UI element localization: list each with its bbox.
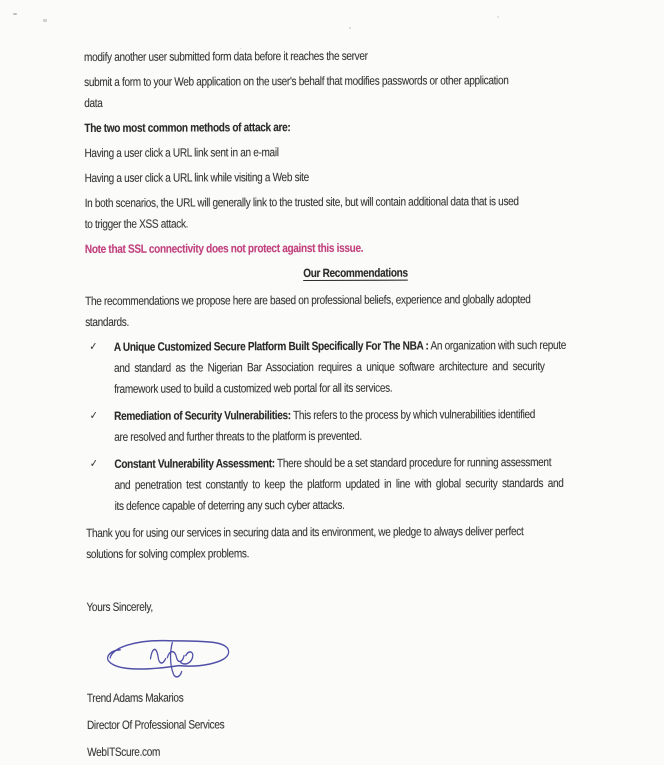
checkmark-icon: ✓ <box>89 457 98 470</box>
paragraph-line: to trigger the XSS attack. <box>84 216 189 231</box>
signature-block <box>87 686 628 763</box>
paragraph-line: In both scenarios, the URL will generally link to the trusted site, but will contain additional data that is used <box>84 194 519 210</box>
paragraph-line: Having a user click a URL link sent in an e-mail <box>84 145 279 160</box>
bullet-text: are resolved and further threats to the platform is prevented. <box>114 428 362 444</box>
paragraph-line: Having a user click a URL link while visiting a Web site <box>84 170 309 185</box>
bullet-text: and standard as the Nigerian Bar Association requires a unique software architecture and security <box>113 358 545 375</box>
recommendation-text <box>114 452 627 517</box>
paragraph-line: standards. <box>85 314 129 329</box>
bullet-text: its defence capable of deterring any such cyber attacks. <box>114 497 345 513</box>
paragraph-line: data <box>84 95 103 110</box>
bullet-bold-lead: Remediation of Security Vulnerabilities: <box>114 408 291 423</box>
paragraph-modify-form-data <box>84 45 625 68</box>
paragraph-line: WebITScure.com <box>87 744 161 759</box>
recommendation-item-assessment <box>86 452 627 517</box>
salutation-line: Yours Sincerely, <box>86 599 153 614</box>
paragraph-recommendations-intro <box>85 289 626 333</box>
signatory-company <box>87 740 628 763</box>
paragraph-line: modify another user submitted form data before it reaches the server <box>84 48 368 64</box>
heading-line: The two most common methods of attack are: <box>84 120 291 135</box>
recommendation-text <box>114 404 627 448</box>
paragraph-line: Trend Adams Makarios <box>86 690 184 705</box>
scan-speckle <box>43 19 47 22</box>
ssl-warning-note <box>85 237 626 260</box>
recommendation-item-remediation <box>86 404 627 448</box>
bullet-text: This refers to the process by which vulnerabilities identified <box>290 407 536 423</box>
bullet-text: There should be a set standard procedure for running assessment <box>274 454 552 471</box>
paragraph-line: Thank you for using our services in securing data and its environment, we pledge to always deliver perfect <box>86 524 524 540</box>
checkmark-icon: ✓ <box>89 340 97 353</box>
heading-attack-methods <box>84 116 625 139</box>
paragraph-thanks <box>86 521 627 565</box>
paragraph-method-website <box>85 166 626 189</box>
scan-speckle <box>13 13 17 15</box>
signatory-title <box>87 713 628 736</box>
salutation <box>86 595 627 618</box>
bullet-bold-lead: Constant Vulnerability Assessment: <box>114 456 275 471</box>
bullet-text: An organization with such repute <box>428 337 566 353</box>
note-line: Note that SSL connectivity does not protect against this issue. <box>84 240 364 256</box>
paragraph-line: submit a form to your Web application on the user's behalf that modifies passwords or other application <box>84 73 509 89</box>
handwritten-signature <box>98 626 627 686</box>
paragraph-line: Director Of Professional Services <box>86 717 225 732</box>
paragraph-line: solutions for solving complex problems. <box>86 546 250 561</box>
checkmark-icon: ✓ <box>89 409 98 422</box>
paragraph-line: The recommendations we propose here are based on professional beliefs, experience and globally adopted <box>85 292 531 308</box>
recommendation-item-unique-platform <box>85 335 626 400</box>
paragraph-scenarios <box>85 191 626 235</box>
signature-scribble <box>98 627 239 684</box>
bullet-text: and penetration test constantly to keep the platform updated in line with global security standards and <box>114 475 564 492</box>
bullet-bold-lead: A Unique Customized Secure Platform Built Specifically For The NBA : <box>113 338 429 354</box>
recommendations-heading <box>85 262 626 285</box>
letter-body <box>84 45 628 765</box>
scan-speckle <box>349 27 351 29</box>
paragraph-submit-form <box>84 70 625 114</box>
scan-speckle <box>497 16 499 18</box>
heading-text: Our Recommendations <box>303 265 408 281</box>
bullet-text: framework used to build a customized web portal for all its services. <box>114 380 393 396</box>
paragraph-method-email <box>84 141 625 164</box>
recommendation-text <box>114 335 627 400</box>
signatory-name <box>87 686 628 709</box>
